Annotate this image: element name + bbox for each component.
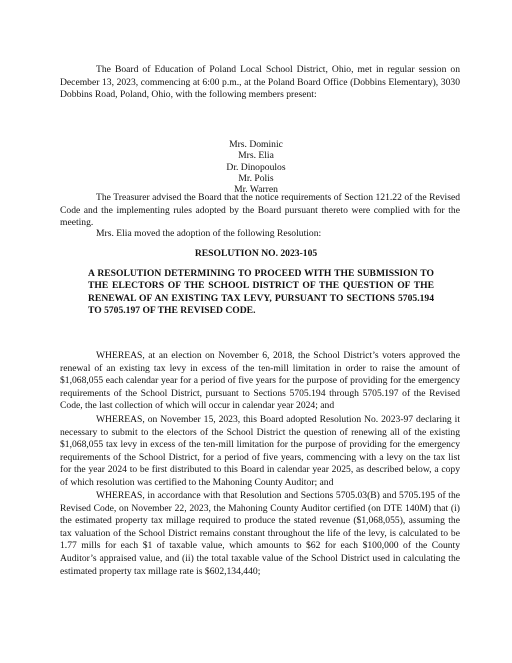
treasurer-paragraph: The Treasurer advised the Board that the notice requirements of Section 121.22 of the Revised Code and the implementing rules adopted by the Board pursuant thereto were complied with for the meeting. [60, 192, 460, 229]
whereas-paragraph-2: WHEREAS, on November 15, 2023, this Board adopted Resolution No. 2023-97 declaring it necessary to submit to the electors of the School District the question of renewing all of the existing $1,068,055 tax levy in excess of the ten-mill limitation for the purpose of providing for the emergency requirements of the School District, for a period of five years, commencing with a levy on the tax list for the year 2024 to be first distributed to this Board in calendar year 2025, as described below, a copy of which resolution was certified to the Mahoning County Auditor; and [60, 414, 460, 488]
motion-paragraph: Mrs. Elia moved the adoption of the following Resolution: [96, 228, 322, 239]
resolution-number: RESOLUTION NO. 2023-105 [194, 248, 318, 259]
member-name: Mr. Warren [234, 184, 278, 196]
member-name: Mrs. Elia [238, 150, 274, 162]
member-name: Dr. Dinopoulos [226, 161, 286, 173]
member-name: Mrs. Dominic [229, 139, 283, 150]
resolution-title: A RESOLUTION DETERMINING TO PROCEED WITH THE SUBMISSION TO THE ELECTORS OF THE SCHOOL DISTRICT OF THE QUESTION OF THE RENEWAL OF AN EXISTING TAX LEVY, PURSUANT TO SECTIONS 5705.194 TO 5705.197 OF THE REVISED CODE. [88, 268, 434, 317]
whereas-paragraph-1: WHEREAS, at an election on November 6, 2018, the School District’s voters approved the renewal of an existing tax levy in excess of the ten-mill limitation in order to raise the amount of $1,068,055 each calendar year for a period of five years for the purpose of providing for the emergency requirements of the School District, pursuant to Sections 5705.194 through 5705.197 of the Revised Code, the last collection of which will occur in calendar year 2024; and [60, 350, 460, 412]
whereas-paragraph-3: WHEREAS, in accordance with that Resolution and Sections 5705.03(B) and 5705.195 of the Revised Code, on November 22, 2023, the Mahoning County Auditor certified (on DTE 140M) that (i) the estimated property tax millage required to produce the stated revenue ($1,068,055), assuming the tax valuation of the School District remains constant throughout the life of the levy, is calculated to be 1.77 mills for each $1 of taxable value, which amounts to $62 for each $100,000 of the County Auditor’s appraised value, and (ii) the total taxable value of the School District used in calculating the estimated property tax millage rate is $602,134,440; [60, 490, 460, 577]
member-name: Mr. Polis [238, 172, 274, 184]
intro-paragraph: The Board of Education of Poland Local School District, Ohio, met in regular session on December 13, 2023, commencing at 6:00 p.m., at the Poland Board Office (Dobbins Elementary), 3030 Dobbins Road, Poland, Ohio, with the following members present: [60, 64, 460, 101]
members-list [0, 139, 512, 195]
